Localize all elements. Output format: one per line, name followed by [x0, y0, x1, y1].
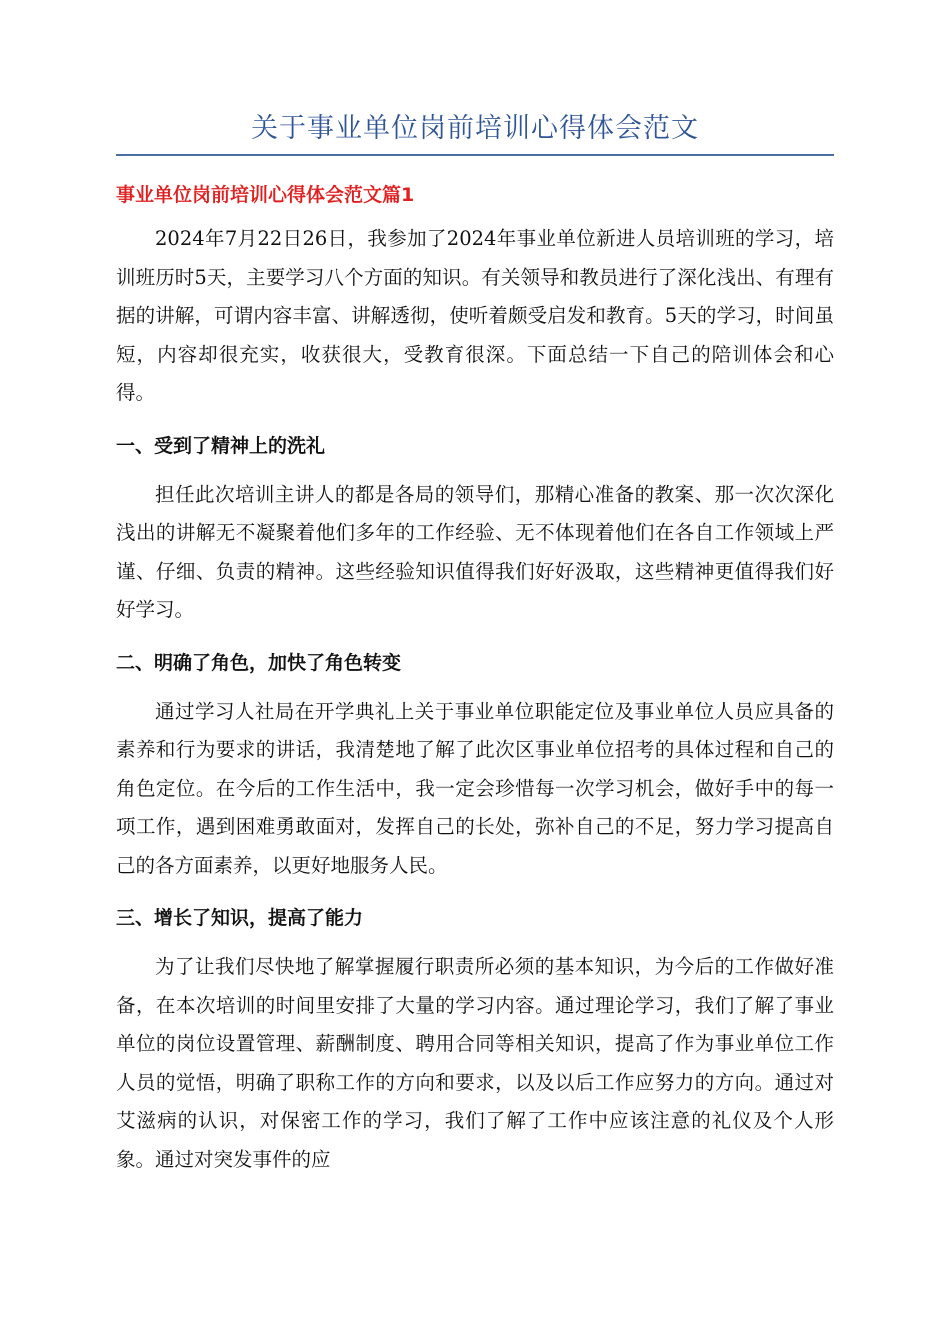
- paragraph-2: 通过学习人社局在开学典礼上关于事业单位职能定位及事业单位人员应具备的素养和行为要求的讲话，我清楚地了解了此次区事业单位招考的具体过程和自己的角色定位。在今后的工作生活中，我一定会珍惜每一次学习机会，做好手中的每一项工作，遇到困难勇敢面对，发挥自己的长处，弥补自己的不足，努力学习提高自己的各方面素养，以更好地服务人民。: [116, 699, 834, 877]
- paragraph-3: 为了让我们尽快地了解掌握履行职责所必须的基本知识，为今后的工作做好准备，在本次培训的时间里安排了大量的学习内容。通过理论学习，我们了解了事业单位的岗位设置管理、薪酬制度、聘用合同等相关知识，提高了作为事业单位工作人员的觉悟，明确了职称工作的方向和要求，以及以后工作应努力的方向。通过对艾滋病的认识，对保密工作的学习，我们了解了工作中应该注意的礼仪及个人形象。通过对突发事件的应: [116, 955, 834, 1171]
- intro-paragraph: 2024年7月22日26日，我参加了2024年事业单位新进人员培训班的学习，培训班历时5天，主要学习八个方面的知识。有关领导和教员进行了深化浅出、有理有据的讲解，可谓内容丰富、讲解透彻，使听着颇受启发和教育。5天的学习，时间虽短，内容却很充实，收获很大，受教育很深。下面总结一下自己的陪训体会和心得。: [116, 227, 834, 404]
- section-title: 事业单位岗前培训心得体会范文篇1: [116, 184, 415, 206]
- title-block: [116, 112, 834, 156]
- heading-3: 三、增长了知识，提高了能力: [116, 907, 364, 929]
- heading-1: 一、受到了精神上的洗礼: [116, 434, 326, 457]
- page-title: 关于事业单位岗前培训心得体会范文: [251, 113, 699, 144]
- paragraph-1: 担任此次培训主讲人的都是各局的领导们，那精心准备的教案、那一次次深化浅出的讲解无不凝聚着他们多年的工作经验、无不体现着他们在各自工作领域上严谨、仔细、负责的精神。这些经验知识值得我们好好汲取，这些精神更值得我们好好学习。: [116, 482, 834, 621]
- heading-2: 二、明确了角色，加快了角色转变: [116, 651, 402, 674]
